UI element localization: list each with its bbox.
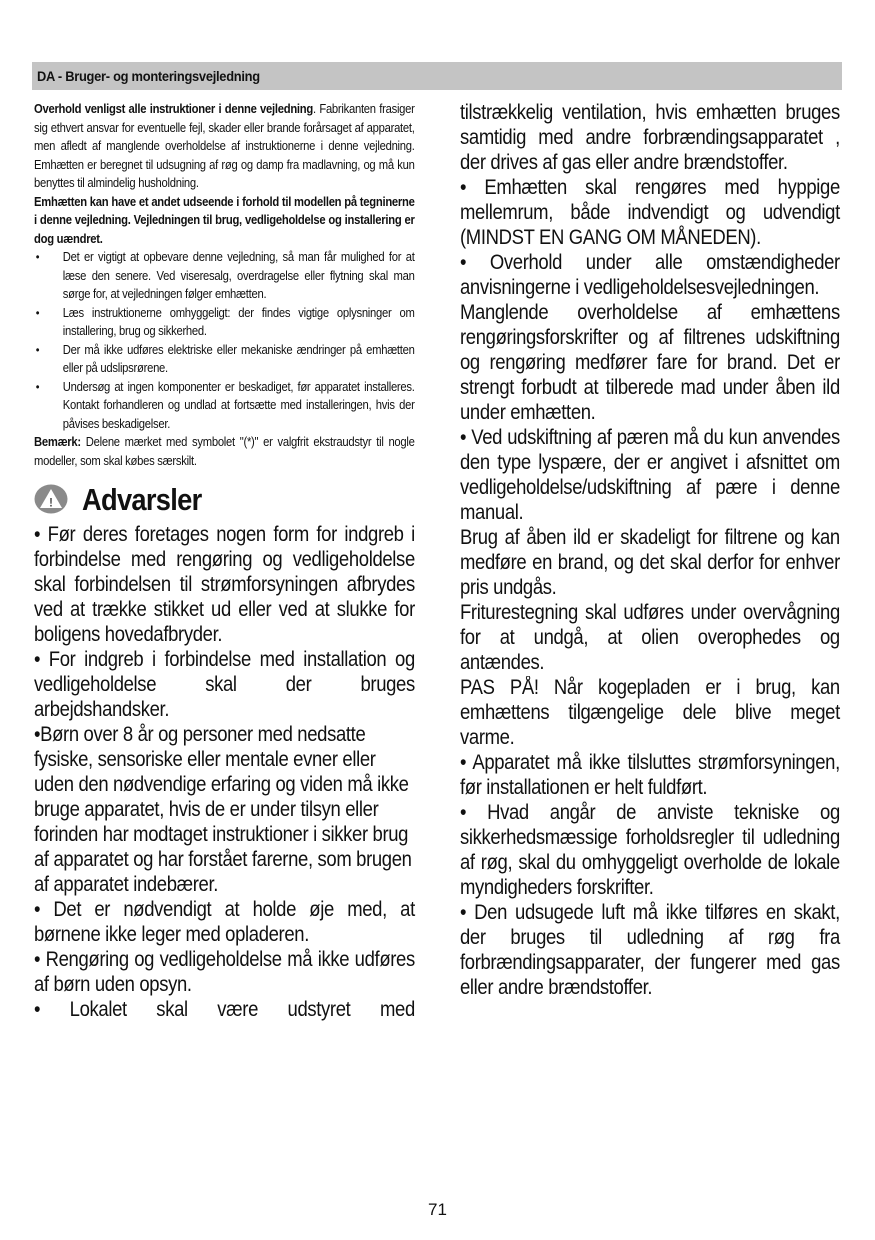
warning-paragraph: • Ved udskiftning af pæren må du kun anvendes den type lyspære, der er angivet i afsnittet om vedligeholdelse/udskiftning af pære i denne manual. bbox=[460, 426, 840, 524]
warning-paragraph: tilstrækkelig ventilation, hvis emhætten bruges samtidig med andre forbrændingsapparatet , der drives af gas eller andre brændstoffer. bbox=[460, 101, 840, 174]
note-text: Delene mærket med symbolet "(*)" er valgfrit ekstraudstyr til nogle modeller, som skal købes særskilt. bbox=[34, 435, 415, 468]
warning-paragraph: Manglende overholdelse af emhættens rengøringsforskrifter og af filtrenes udskiftning og rengøring medfører fare for brand. Det er strengt forbudt at tilberede mad under åben ild under emhætten. bbox=[460, 301, 840, 424]
warning-icon-symbol: ! bbox=[49, 495, 53, 510]
intro-paragraph-2: Emhætten kan have et andet udseende i forhold til modellen på tegninerne i denne vejledning. Vejledningen til brug, vedligeholdelse og installering er dog uændret. bbox=[34, 194, 415, 246]
intro-bullet-list bbox=[34, 248, 415, 433]
warning-paragraph: • Hvad angår de anviste tekniske og sikkerhedsmæssige forholdsregler til udledning af røg, skal du omhyggeligt overholde de lokale myndigheders forskrifter. bbox=[460, 801, 840, 899]
bullet-dot: • bbox=[35, 305, 40, 320]
warning-paragraph: Friturestegning skal udføres under overvågning for at undgå, at olien overophedes og antændes. bbox=[460, 601, 840, 674]
intro-paragraph-1 bbox=[34, 100, 415, 193]
warnings-title: Advarsler bbox=[82, 482, 202, 517]
warning-paragraph: • Før deres foretages nogen form for indgreb i forbindelse med rengøring og vedligeholdelse skal forbindelsen til strømforsyningen afbrydes ved at trække stikket ud eller ved at slukke for boligens hovedafbryder. bbox=[34, 523, 415, 646]
warning-paragraph: • Apparatet må ikke tilsluttes strømforsyningen, før installationen er helt fuldført. bbox=[460, 751, 840, 799]
warnings-heading bbox=[34, 482, 415, 522]
intro-bullet-text: Undersøg at ingen komponenter er beskadiget, før apparatet installeres. Kontakt forhandleren og undlad at fortsætte med installeringen, hvis der påvises beskadigelser. bbox=[62, 379, 415, 431]
intro-bullet-item bbox=[34, 378, 415, 434]
warning-paragraph: PAS PÅ! Når kogepladen er i brug, kan emhættens tilgængelige dele blive meget varme. bbox=[460, 676, 840, 749]
note-label: Bemærk: bbox=[34, 435, 81, 449]
warning-paragraph: • Rengøring og vedligeholdelse må ikke udføres af børn uden opsyn. bbox=[34, 948, 415, 996]
bullet-dot: • bbox=[35, 342, 40, 357]
intro-bullet-item bbox=[34, 341, 415, 378]
intro-bullet-text: Der må ikke udføres elektriske eller mekaniske ændringer på emhætten eller på udslipsrørene. bbox=[62, 342, 415, 375]
intro-bullet-text: Læs instruktionerne omhyggeligt: der findes vigtige oplysninger om installering, brug og sikkerhed. bbox=[62, 305, 415, 338]
section-header-title: DA - Bruger- og monteringsvejledning bbox=[37, 68, 260, 84]
warning-paragraph: • Den udsugede luft må ikke tilføres en skakt, der bruges til udledning af røg fra forbrændingsapparater, der fungerer med gas eller andre brændstoffer. bbox=[460, 901, 840, 999]
left-column bbox=[34, 100, 415, 1022]
warning-paragraph: Brug af åben ild er skadeligt for filtrene og kan medføre en brand, og det skal derfor for enhver pris undgås. bbox=[460, 526, 840, 599]
warning-paragraph: • Det er nødvendigt at holde øje med, at børnene ikke leger med opladeren. bbox=[34, 898, 415, 946]
warning-icon bbox=[34, 484, 68, 514]
intro-bullet-text: Det er vigtigt at opbevare denne vejledning, så man får mulighed for at læse den senere. Ved viseresalg, overdragelse eller flytning skal man sørge for, at vejledningen følger emhætten. bbox=[62, 250, 415, 301]
warning-paragraph: • Emhætten skal rengøres med hyppige mellemrum, både indvendigt og udvendigt (MINDST EN GANG OM MÅNEDEN). bbox=[460, 176, 840, 249]
section-header-bar bbox=[32, 62, 842, 90]
intro-bullet-item bbox=[34, 304, 415, 341]
bullet-dot: • bbox=[35, 250, 40, 264]
intro-paragraph-1-text: . Fabrikanten frasiger sig ethvert ansvar for eventuelle fejl, skader eller brande forårsaget af apparatet, men afledt af manglende overholdelse af instruktionerne i denne vejledning. Emhætten er beregnet til udsugning af røg og damp fra madlavning, og må kun benyttes til almindelig husholdning. bbox=[34, 102, 415, 190]
warning-paragraph: • Overhold under alle omstændigheder anvisningerne i vedligeholdelsesvejledningen. bbox=[460, 251, 840, 299]
bullet-dot: • bbox=[35, 379, 40, 394]
warning-paragraph: • Lokalet skal være udstyret med bbox=[34, 998, 415, 1021]
right-column bbox=[460, 100, 840, 1000]
warning-paragraph: • For indgreb i forbindelse med installation og vedligeholdelse skal der bruges arbejdshandsker. bbox=[34, 648, 415, 721]
intro-bullet-item bbox=[34, 248, 415, 304]
page-number: 71 bbox=[428, 1200, 447, 1219]
intro-paragraph-1-bold: Overhold venligst alle instruktioner i denne vejledning bbox=[34, 102, 313, 116]
warning-paragraph: •Børn over 8 år og personer med nedsatte fysiske, sensoriske eller mentale evner eller uden den nødvendige erfaring og viden må ikke bruge apparatet, hvis de er under tilsyn eller forinden har modtaget instruktioner i sikker brug af apparatet og har forstået farerne, som brugen af apparatet indebærer. bbox=[34, 723, 412, 896]
intro-note bbox=[34, 433, 415, 470]
